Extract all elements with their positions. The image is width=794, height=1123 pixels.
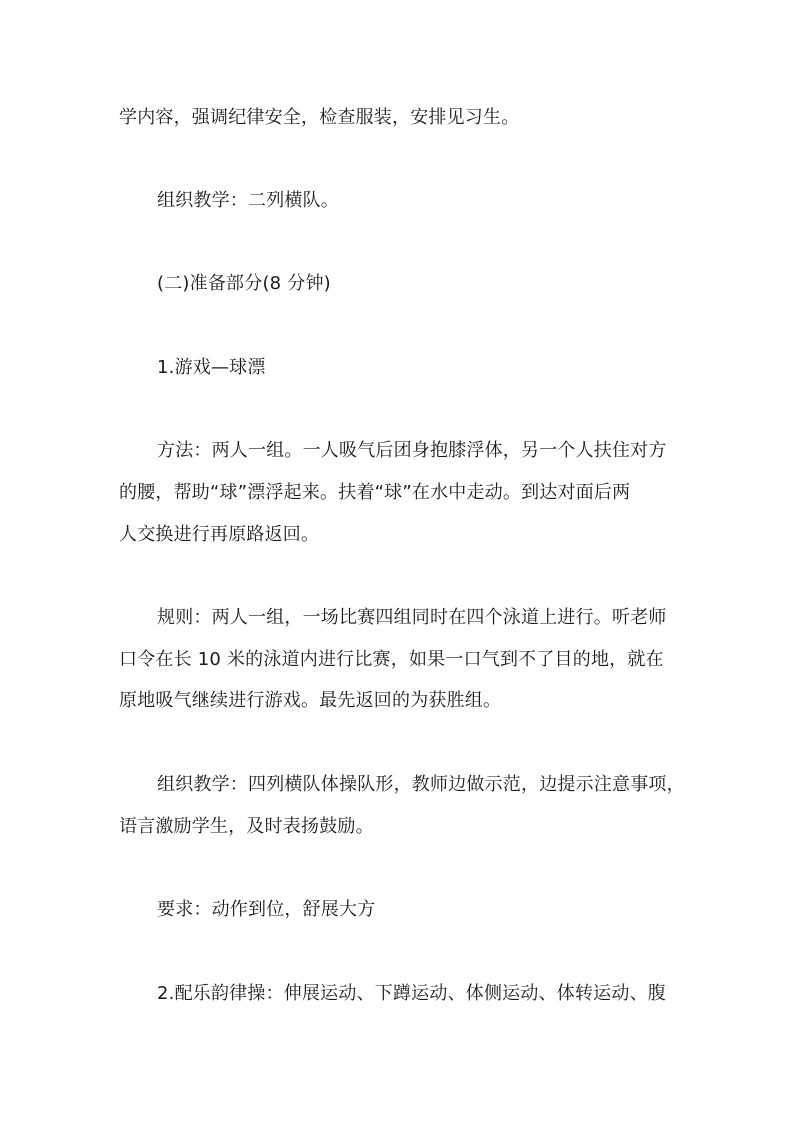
- text-line: 口令在长 10 米的泳道内进行比赛，如果一口气到不了目的地，就在: [119, 649, 664, 670]
- subsection-heading: 1.游戏—球漂: [157, 357, 266, 378]
- text-line: 组织教学：四列横队体操队形，教师边做示范，边提示注意事项，: [157, 774, 685, 795]
- text-line: 方法：两人一组。一人吸气后团身抱膝浮体，另一个人扶住对方: [157, 440, 667, 461]
- subsection-heading: 2.配乐韵律操：伸展运动、下蹲运动、体侧运动、体转运动、腹: [157, 983, 666, 1004]
- text-line: 原地吸气继续进行游戏。最先返回的为获胜组。: [119, 690, 502, 711]
- text-line: 要求：动作到位，舒展大方: [157, 899, 376, 920]
- section-heading: (二)准备部分(8 分钟): [157, 273, 331, 294]
- text-line: 学内容，强调纪律安全，检查服装，安排见习生。: [119, 107, 520, 128]
- text-line: 人交换进行再原路返回。: [119, 524, 320, 545]
- text-line: 组织教学：二列横队。: [157, 190, 339, 211]
- text-line: 规则：两人一组，一场比赛四组同时在四个泳道上进行。听老师: [157, 607, 667, 628]
- text-line: 的腰，帮助“球”漂浮起来。扶着“球”在水中走动。到达对面后两: [119, 482, 631, 503]
- text-line: 语言激励学生，及时表扬鼓励。: [119, 816, 374, 837]
